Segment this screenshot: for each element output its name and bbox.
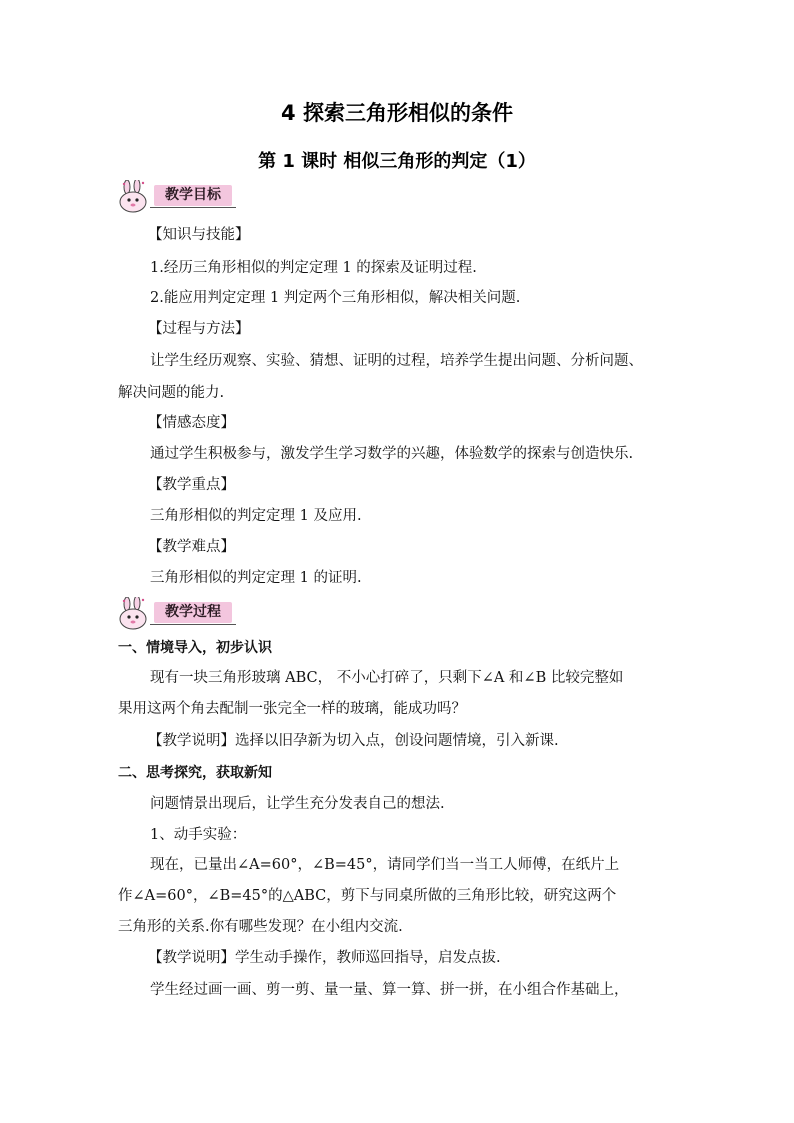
process-method-heading: 【过程与方法】 xyxy=(148,321,250,337)
bunny-mascot-icon xyxy=(116,180,156,214)
section-2-para-2-line-2: 作∠A=60°，∠B=45°的△ABC，剪下与同桌所做的三角形比较，研究这两个 xyxy=(118,888,617,904)
section-2-teaching-note: 【教学说明】学生动手操作，教师巡回指导，启发点拔. xyxy=(148,950,501,966)
section-2-para-2-line-3: 三角形的关系.你有哪些发现？在小组内交流. xyxy=(118,919,403,935)
emotion-line-1: 通过学生积极参与，激发学生学习数学的兴趣，体验数学的探索与创造快乐. xyxy=(150,446,634,462)
key-point-heading: 【教学重点】 xyxy=(148,477,235,493)
section-2-heading: 二、思考探究，获取新知 xyxy=(118,765,272,781)
section-1-para-line-2: 果用这两个角去配制一张完全一样的玻璃，能成功吗？ xyxy=(118,701,466,717)
emotion-heading: 【情感态度】 xyxy=(148,415,235,431)
section-1-heading: 一、情境导入，初步认识 xyxy=(118,640,272,656)
bunny-mascot-icon xyxy=(116,597,156,631)
difficulty-line-1: 三角形相似的判定定理 1 的证明. xyxy=(150,570,362,586)
section-2-para-3: 学生经过画一画、剪一剪、量一量、算一算、拼一拼，在小组合作基础上， xyxy=(150,982,629,998)
teaching-process-badge xyxy=(116,597,240,631)
section-2-para-1: 问题情景出现后，让学生充分发表自己的想法. xyxy=(150,796,445,812)
badge-underline xyxy=(150,624,236,625)
section-2-para-2-line-1: 现在，已量出∠A=60°，∠B=45°，请同学们当一当工人师傅，在纸片上 xyxy=(150,857,620,873)
knowledge-line-1: 1.经历三角形相似的判定定理 1 的探索及证明过程. xyxy=(150,260,477,276)
lesson-subtitle: 第 1 课时 相似三角形的判定（1） xyxy=(258,151,536,172)
knowledge-line-2: 2.能应用判定定理 1 判定两个三角形相似，解决相关问题. xyxy=(150,290,521,306)
teaching-process-label: 教学过程 xyxy=(154,602,232,623)
key-point-line-1: 三角形相似的判定定理 1 及应用. xyxy=(150,508,362,524)
badge-underline xyxy=(150,207,236,208)
section-2-item-1: 1、动手实验： xyxy=(150,827,247,843)
page-title: 4 探索三角形相似的条件 xyxy=(281,101,513,125)
knowledge-heading: 【知识与技能】 xyxy=(148,227,250,243)
teaching-goals-label: 教学目标 xyxy=(154,185,232,206)
difficulty-heading: 【教学难点】 xyxy=(148,539,235,555)
teaching-goals-badge xyxy=(116,180,240,214)
section-1-teaching-note: 【教学说明】选择以旧孕新为切入点，创设问题情境，引入新课. xyxy=(148,733,559,749)
process-method-line-2: 解决问题的能力. xyxy=(118,385,225,401)
process-method-line-1: 让学生经历观察、实验、猜想、证明的过程，培养学生提出问题、分析问题、 xyxy=(150,353,643,369)
section-1-para-line-1: 现有一块三角形玻璃 ABC， 不小心打碎了，只剩下∠A 和∠B 比较完整如 xyxy=(150,670,624,686)
